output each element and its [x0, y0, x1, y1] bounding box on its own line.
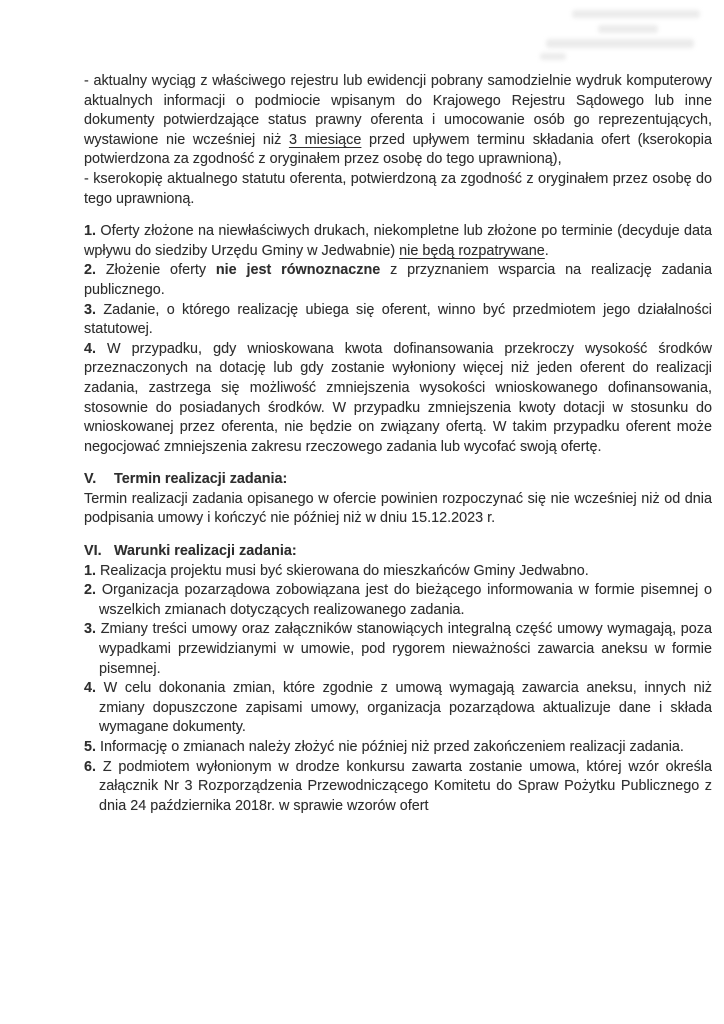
- item-number: 3.: [84, 621, 97, 638]
- section-title: Termin realizacji zadania:: [114, 471, 288, 488]
- body-text: Zmiany treści umowy oraz załączników stanowiących integralną część umowy wymagają, poza wypadkami przewidzianymi w umowie, pod rygorem nieważności zawarcia aneksu w formie pisemnej.: [99, 621, 712, 677]
- list-item: [84, 261, 712, 300]
- paragraph: [84, 72, 712, 170]
- body-text: W przypadku, gdy wnioskowana kwota dofinansowania przekroczy wysokość środków przeznaczonych na dotację lub gdy zostanie wyłoniony więcej niż jeden oferent do realizacji zadania, zastrzega się możliwość zmniejszenia wysokości wnioskowanego dofinansowania, stosownie do posiadanych środków. W przypadku zmniejszenia kwoty dotacji w stosunku do wnioskowanej przez oferenta, nie będzie on związany ofertą. W takim przypadku oferent może negocjować zmniejszenia zakresu rzeczowego zadania lub wycofać swoją ofertę.: [84, 340, 712, 455]
- body-text: Zadanie, o którego realizację ubiega się oferent, winno być przedmiotem jego działalności statutowej.: [84, 301, 713, 338]
- paragraph: [84, 490, 712, 529]
- blank-line: [84, 529, 712, 542]
- list-item: [84, 758, 712, 817]
- faint-mark: [540, 53, 566, 60]
- item-number: 3.: [84, 301, 97, 318]
- body-text: Oferty złożone na niewłaściwych drukach, niekompletne lub złożone po terminie (decyduje data wpływu do siedziby Urzędu Gminy w Jedwabnie): [84, 223, 712, 259]
- item-number: 5.: [84, 739, 97, 755]
- item-number: 4.: [84, 680, 97, 697]
- blank-line: [84, 457, 712, 470]
- emphasized-text: 3 miesiące: [288, 131, 362, 148]
- list-item: [84, 340, 712, 458]
- faint-mark: [598, 25, 658, 33]
- section-number: VI.: [84, 543, 102, 560]
- item-number: 2.: [84, 262, 97, 279]
- paragraph: [84, 170, 712, 209]
- list-item: [84, 562, 712, 582]
- item-number: 2.: [84, 582, 97, 599]
- emphasized-text: nie będą rozpatrywane: [399, 242, 545, 259]
- faint-mark: [572, 10, 700, 18]
- section-title: Warunki realizacji zadania:: [114, 543, 297, 560]
- body-text: przed upływem terminu składania ofert (kserokopia potwierdzona za zgodność z oryginałem przez osobę do tego uprawnioną),: [84, 131, 712, 168]
- body-text: Informację o zmianach należy złożyć nie później niż przed zakończeniem realizacji zadania.: [100, 739, 684, 755]
- body-text: W celu dokonania zmian, które zgodnie z umową wymagają zawarcia aneksu, innych niż zmiany dopuszczone zapisami umowy, organizacja pozarządowa aktualizuje dane i składa wymagane dokumenty.: [99, 680, 712, 736]
- body-text: Organizacja pozarządowa zobowiązana jest do bieżącego informowania w formie pisemnej o wszelkich zmianach dotyczących realizowanego zadania.: [99, 582, 713, 618]
- list-item: [84, 620, 712, 679]
- document-body: [84, 72, 712, 816]
- list-item: [84, 738, 712, 758]
- item-number: 4.: [84, 340, 97, 357]
- section-heading: [84, 542, 712, 562]
- section-heading: [84, 470, 712, 490]
- body-text: Z podmiotem wyłonionym w drodze konkursu zawarta zostanie umowa, której wzór określa załącznik Nr 3 Rozporządzenia Przewodniczącego Komitetu do Spraw Pożytku Publicznego z dnia 24 października 2018r. w sprawie wzorów ofert: [99, 758, 712, 814]
- list-item: [84, 679, 712, 738]
- item-number: 1.: [84, 562, 97, 579]
- body-text: .: [544, 242, 549, 259]
- emphasized-text: nie jest równoznaczne: [215, 262, 381, 279]
- body-text: - kserokopię aktualnego statutu oferenta, potwierdzoną za zgodność z oryginałem przez osobę do tego uprawnioną.: [84, 170, 712, 207]
- body-text: z przyznaniem wsparcia na realizację zadania publicznego.: [84, 262, 712, 298]
- blank-line: [84, 209, 712, 222]
- body-text: Złożenie oferty: [105, 262, 216, 279]
- faint-mark: [546, 39, 694, 48]
- body-text: Realizacja projektu musi być skierowana do mieszkańców Gminy Jedwabno.: [100, 562, 589, 579]
- item-number: 6.: [84, 758, 97, 775]
- list-item: [84, 581, 712, 620]
- section-number: V.: [84, 471, 97, 488]
- list-item: [84, 222, 712, 261]
- body-text: Termin realizacji zadania opisanego w ofercie powinien rozpoczynać się nie wcześniej niż od dnia podpisania umowy i kończyć nie później niż w dniu 15.12.2023 r.: [84, 490, 712, 527]
- list-item: [84, 301, 712, 340]
- item-number: 1.: [84, 223, 97, 240]
- body-text: - aktualny wyciąg z właściwego rejestru lub ewidencji pobrany samodzielnie wydruk komputerowy aktualnych informacji o podmiocie wpisanym do Krajowego Rejestru Sądowego lub inne dokumenty potwierdzające status prawny oferenta i umocowanie osób go reprezentujących, wystawione nie wcześniej niż: [84, 73, 712, 148]
